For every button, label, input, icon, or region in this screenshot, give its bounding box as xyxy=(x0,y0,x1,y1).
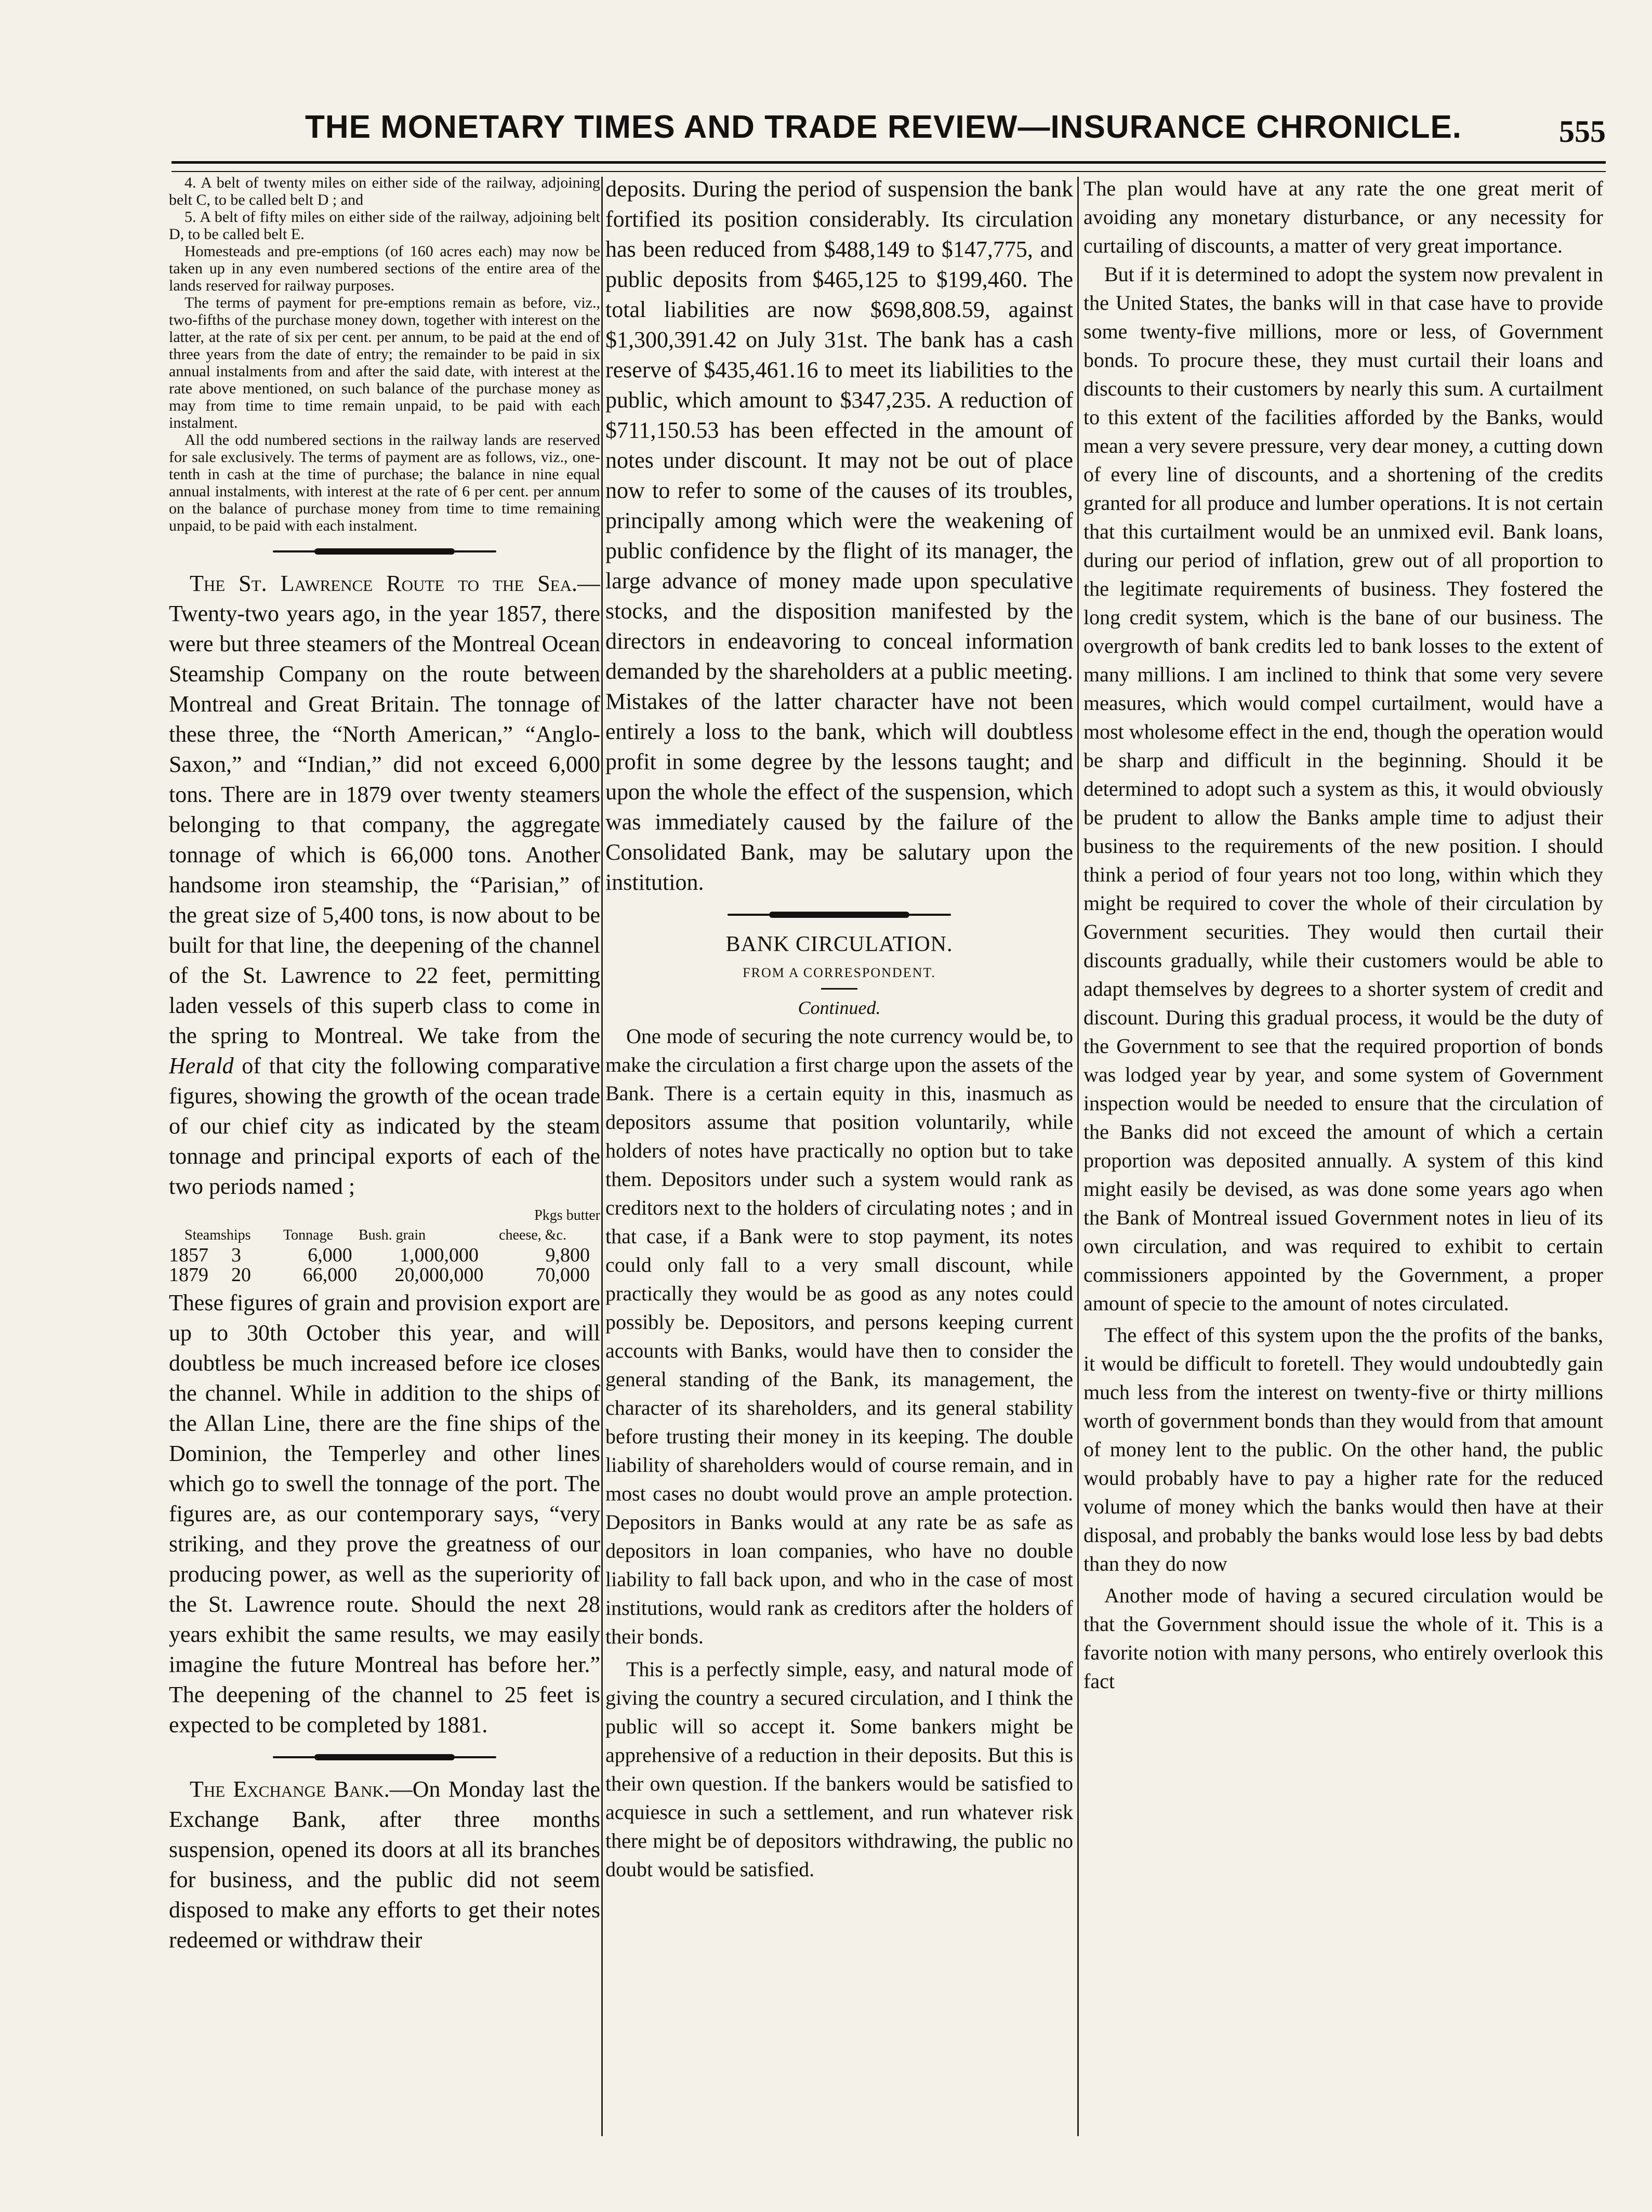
continued-label: Continued. xyxy=(798,997,881,1018)
header-rule xyxy=(171,161,1606,172)
column-divider xyxy=(1077,177,1079,2136)
ornament-rule xyxy=(728,911,951,918)
short-rule xyxy=(821,988,857,990)
table-header: cheese, &c. xyxy=(499,1227,566,1243)
table-header: Steamships xyxy=(184,1227,251,1243)
land-regulations xyxy=(169,174,600,534)
bank-circulation-article xyxy=(605,1022,1073,1884)
paragraph: These figures of grain and provision export are up to 30th October this year, and will doubtless be much increased before ice closes the channel. While in addition to the ships of the Allan Line, there are the fine ships of the Dominion, the Temperley and other lines which go to swell the tonnage of the port. The figures are, as our contemporary says, “very striking, and they prove the greatness of our producing power, as well as the superiority of the St. Lawrence route. Should the next 28 years exhibit the same results, we may easily imagine the future Montreal has before her.” The deepening of the channel to 25 feet is expected to be completed by 1881. xyxy=(169,1290,600,1737)
column-3 xyxy=(1083,174,1603,2170)
article-byline: FROM A CORRESPONDENT. xyxy=(743,965,936,980)
paragraph: Homesteads and pre-emptions (of 160 acres each) may now be taken up in any even numbered sections of the entire area of the lands reserved for railway purposes. xyxy=(169,243,600,294)
paragraph: This is a perfectly simple, easy, and natural mode of giving the country a secured circulation, and I think the public will so accept it. Some bankers might be apprehensive of a reduction in their deposits. But this is their own question. If the bankers would be satisfied to acquiesce in such a settlement, and run whatever risk there might be of depositors withdrawing, the public no doubt would be satisfied. xyxy=(605,1657,1073,1881)
article-text: of that city the following comparative figures, showing the growth of the ocean trade of our chief city as indicated by the steam tonnage and principal exports of each of the two periods named ; xyxy=(169,1053,600,1199)
paragraph: The terms of payment for pre-emptions remain as before, viz., two-fifths of the purchase money down, together with interest on the latter, at the rate of six per cent. per annum, to be paid at the end of three years from the date of entry; the remainder to be paid in six annual instalments from and after the said date, with interest at the rate above mentioned, on such balance of the purchase money as may from time to time remain unpaid, to be paid with each instalment. xyxy=(169,294,600,431)
article-text: —Twenty-two years ago, in the year 1857, there were but three steamers of the Montreal Ocean Steamship Company on the route between Montreal and Great Britain. The tonnage of these three, the “North American,” “Anglo-Saxon,” and “Indian,” did not exceed 6,000 tons. There are in 1879 over twenty steamers belonging to that company, the aggregate tonnage of which is 66,000 tons. Another handsome iron steamship, the “Parisian,” of the great size of 5,400 tons, is now about to be built for that line, the deepening of the channel of the St. Lawrence to 22 feet, permitting laden vessels of this superb class to come in the spring to Montreal. We take from the xyxy=(169,571,600,1048)
paragraph: The plan would have at any rate the one great merit of avoiding any monetary disturbance, or any necessity for curtailing of discounts, a matter of very great importance. xyxy=(1083,177,1603,257)
paragraph: Another mode of having a secured circulation would be that the Government should issue the whole of it. This is a favorite notion with many persons, who entirely overlook this fact xyxy=(1083,1584,1603,1693)
masthead-title: THE MONETARY TIMES AND TRADE REVIEW—INSURANCE CHRONICLE. xyxy=(305,109,1462,145)
article-text: —On Monday last the Exchange Bank, after three months suspension, opened its doors at all its branches for business, and the public did not seem disposed to make any efforts to get their notes redeemed or withdraw their xyxy=(169,1776,600,1953)
page-number: 555 xyxy=(1559,114,1606,149)
ornament-rule xyxy=(273,548,496,555)
article-heading: The St. Lawrence Route to the Sea. xyxy=(190,571,577,596)
column-2 xyxy=(605,174,1073,2170)
paragraph: The effect of this system upon the the profits of the banks, it would be difficult to foretell. They would undoubtedly gain much less from the interest on twenty-five or thirty millions worth of government bonds than they would from that amount of money lent to the public. On the other hand, the public would probably have to pay a higher rate for the reduced volume of money which the banks would then have at their disposal, and probably the banks would lose less by bad debts than they do now xyxy=(1083,1323,1603,1575)
exchange-bank-article xyxy=(169,1774,600,1955)
paragraph: One mode of securing the note currency would be, to make the circulation a first charge upon the assets of the Bank. There is a certain equity in this, inasmuch as depositors assume that position voluntarily, while holders of notes have practically no option but to take them. Depositors under such a system would rank as creditors next to the holders of circulating notes ; and in that case, if a Bank were to stop payment, its notes could only fall to a very small discount, while practically they would be as good as any notes could possibly be. Depositors, and persons keeping current accounts with Banks, would have then to consider the general standing of the Bank, its management, the character of its shareholders, and its general stability before trusting their money in its keeping. The double liability of shareholders would of course remain, and in most cases no doubt would prove an ample protection. Depositors in Banks would at any rate be as safe as depositors in loan companies, who have no double liability to fall back upon, and who in the case of most institutions, would rank as creditors after the holders of their bonds. xyxy=(605,1024,1073,1648)
table-header: Bush. grain xyxy=(359,1227,426,1243)
bank-circulation-continued xyxy=(1083,174,1603,1695)
paragraph: deposits. During the period of suspension the bank fortified its position considerably. Its circulation has been reduced from $488,149 to $147,775, and public deposits from $465,125 to $199,460. The total liabilities are now $698,808.59, against $1,300,391.42 on July 31st. The bank has a cash reserve of $435,461.16 to meet its liabilities to the public, which amount to $347,235. A reduction of $711,150.53 has been effected in the amount of notes under discount. It may not be out of place now to refer to some of the causes of its troubles, principally among which were the weakening of public confidence by the flight of its manager, the large advance of money made upon speculative stocks, and the disposition manifested by the directors in endeavoring to conceal information demanded by the shareholders at a public meeting. Mistakes of the latter character have not been entirely a loss to the bank, which will doubtless profit in some degree by the lessons taught; and upon the whole the effect of the suspension, which was immediately caused by the failure of the Consolidated Bank, may be salutary upon the institution. xyxy=(605,176,1073,895)
column-divider xyxy=(601,177,603,2136)
table-row: 1879 20 66,000 20,000,000 70,000 xyxy=(169,1264,590,1286)
column-1 xyxy=(169,174,600,2170)
paragraph: All the odd numbered sections in the railway lands are reserved for sale exclusively. The terms of payment are as follows, viz., one-tenth in cash at the time of purchase; the balance in nine equal annual instalments, with interest at the rate of 6 per cent. per annum on the balance of purchase money from time to time remaining unpaid, to be paid with each instalment. xyxy=(169,431,600,534)
article-headline: BANK CIRCULATION. xyxy=(725,932,953,956)
exchange-bank-continued xyxy=(605,174,1073,898)
paragraph xyxy=(169,569,600,1202)
paragraph xyxy=(169,1774,600,1955)
page-header xyxy=(156,107,1606,159)
table-header: Pkgs butter xyxy=(534,1207,600,1223)
comparison-table xyxy=(169,1206,600,1285)
newspaper-name: Herald xyxy=(169,1053,234,1078)
table-row: 1857 3 6,000 1,000,000 9,800 xyxy=(169,1244,590,1266)
paragraph: But if it is determined to adopt the system now prevalent in the United States, the banks will in that case have to provide some twenty-five millions, more or less, of Government bonds. To procure these, they must curtail their loans and discounts to their customers by nearly this sum. A curtailment to this extent of the facilities afforded by the Banks, would mean a very severe pressure, very dear money, a cutting down of every line of discounts, and a shortening of the credits granted for all produce and lumber operations. It is not certain that this curtailment would be an unmixed evil. Bank loans, during our period of inflation, grew out of all proportion to the legitimate requirements of business. They fostered the long credit system, which is the bane of our business. The overgrowth of bank credits led to bank losses to the extent of many millions. I am inclined to think that some very severe measures, which would compel curtailment, would have a most wholesome effect in the end, though the operation would be sharp and difficult in the beginning. Should it be determined to adopt such a system as this, it would obviously be prudent to allow the Banks ample time to adjust their business to the requirements of the new position. I should think a period of four years not too long, within which they might be required to cover the whole of their circulation by Government securities. They would then curtail their discounts gradually, while their customers would be able to adapt themselves by degrees to a shorter system of credit and discount. During this gradual process, it would be the duty of the Government to see that the required proportion of bonds was lodged year by year, and some system of Government inspection would be needed to ensure that the circulation of the Banks did not exceed the amount of which a certain proportion was deposited annually. A system of this kind might easily be devised, as was done some years ago when the Bank of Montreal issued Government notes in lieu of its own circulation, and was required to exhibit to certain commissioners appointed by the Government, a proper amount of specie to the amount of notes circulated. xyxy=(1083,262,1603,1315)
paragraph: 5. A belt of fifty miles on either side of the railway, adjoining belt D, to be called belt E. xyxy=(169,208,600,243)
article-heading: The Exchange Bank. xyxy=(190,1776,390,1802)
st-lawrence-article xyxy=(169,569,600,1740)
table-header: Tonnage xyxy=(283,1227,334,1243)
table-header-row xyxy=(169,1226,600,1245)
paragraph: 4. A belt of twenty miles on either side of the railway, adjoining belt C, to be called belt D ; and xyxy=(169,174,600,208)
ornament-rule xyxy=(273,1754,496,1761)
